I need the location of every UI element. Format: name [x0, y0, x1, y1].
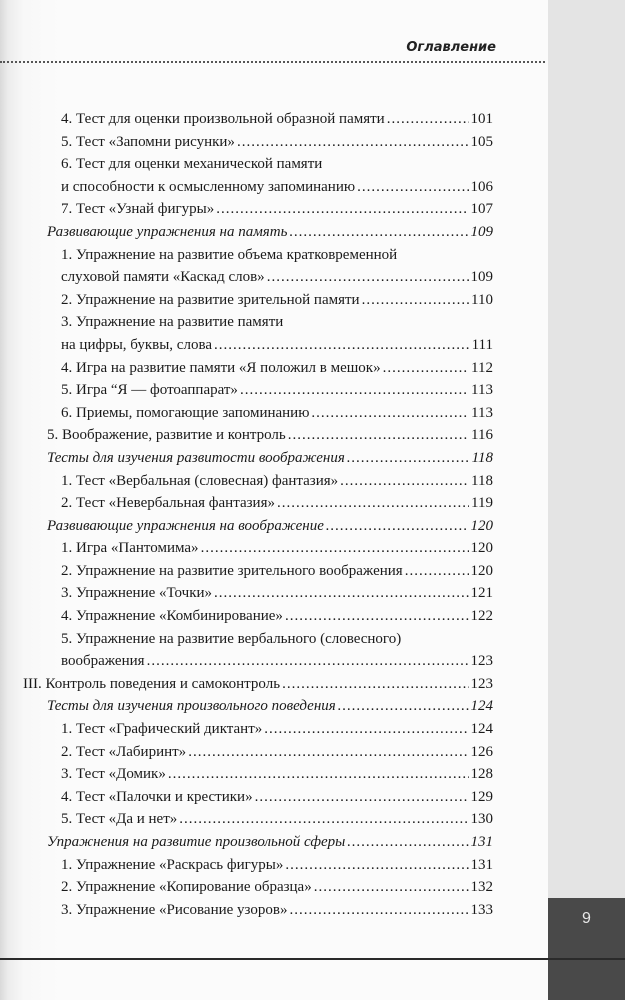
dot-leader — [289, 221, 468, 244]
toc-entry — [0, 357, 493, 380]
toc-page-number: 112 — [471, 359, 493, 376]
dot-leader — [237, 131, 469, 154]
toc-page-number: 107 — [470, 201, 493, 218]
toc-page-number: 133 — [470, 901, 493, 918]
dot-leader — [282, 673, 468, 696]
toc-entry-title: 5. Тест «Запомни рисунки» — [61, 133, 235, 150]
toc-entry — [0, 447, 493, 470]
toc-entry-title: 5. Воображение, развитие и контроль — [47, 427, 286, 444]
toc-entry — [0, 876, 493, 899]
toc-page-number: 111 — [471, 336, 493, 353]
dot-leader — [405, 560, 469, 583]
dot-leader — [347, 447, 470, 470]
toc-page-number: 120 — [470, 562, 493, 579]
toc-page-number: 131 — [470, 834, 493, 850]
toc-page-number: 110 — [471, 291, 493, 308]
toc-entry — [0, 628, 493, 673]
toc-entry — [0, 289, 493, 312]
toc-entry — [0, 470, 493, 493]
toc-entry-text: 6. Тест для оценки механической памяти — [61, 156, 323, 173]
toc-page-number: 113 — [471, 382, 493, 399]
toc-entry-title: Тесты для изучения развитости воображения — [47, 449, 345, 466]
toc-entry-title: 1. Тест «Вербальная (словесная) фантазия» — [61, 472, 339, 489]
toc-entry-title: слуховой памяти «Каскад слов» — [61, 269, 265, 286]
toc-entry-title: 5. Тест «Да и нет» — [61, 811, 178, 828]
toc-entry — [0, 718, 493, 741]
toc-page-number: 121 — [470, 585, 493, 602]
toc-entry-text: 3. Упражнение на развитие памяти — [61, 314, 284, 331]
toc-entry — [0, 899, 493, 922]
table-of-contents — [0, 108, 548, 921]
toc-entry — [0, 379, 493, 402]
toc-entry-title: 2. Тест «Лабиринт» — [61, 743, 187, 760]
dot-leader — [255, 786, 469, 809]
toc-entry — [0, 763, 493, 786]
toc-entry-title: Упражнения на развитие произвольной сферы — [47, 834, 346, 850]
toc-entry-title: Развивающие упражнения на воображение — [47, 517, 324, 534]
toc-entry-title: III. Контроль поведения и самоконтроль — [23, 675, 281, 692]
toc-page-number: 124 — [470, 698, 493, 715]
toc-entry-title: 6. Приемы, помогающие запоминанию — [61, 404, 310, 421]
dot-leader — [311, 402, 469, 425]
toc-page-number: 119 — [471, 495, 493, 512]
toc-page-number: 105 — [470, 133, 493, 150]
toc-page-number: 132 — [470, 879, 493, 896]
toc-entry — [0, 537, 493, 560]
toc-entry — [0, 311, 493, 356]
toc-entry — [0, 221, 493, 244]
dot-leader — [357, 176, 468, 199]
toc-page-number: 130 — [470, 811, 493, 828]
toc-entry — [0, 198, 493, 221]
toc-entry — [0, 108, 493, 131]
toc-entry — [0, 402, 493, 425]
toc-page-number: 118 — [471, 449, 493, 466]
dot-leader — [387, 108, 469, 131]
toc-page-number: 122 — [470, 608, 493, 625]
toc-entry-title: 3. Упражнение «Точки» — [61, 585, 213, 602]
toc-entry-title: 3. Упражнение «Рисование узоров» — [61, 901, 288, 918]
toc-entry — [0, 854, 493, 877]
page-edge-strip — [548, 0, 625, 1000]
toc-page-number: 128 — [470, 766, 493, 783]
dot-leader — [277, 492, 469, 515]
dot-leader — [168, 763, 469, 786]
toc-page-number: 129 — [470, 788, 493, 805]
toc-page-number: 120 — [470, 540, 493, 557]
toc-entry — [0, 424, 493, 447]
dot-leader — [383, 357, 469, 380]
toc-page-number: 109 — [470, 269, 493, 286]
toc-entry — [0, 831, 493, 854]
toc-entry — [0, 492, 493, 515]
toc-entry-title: 1. Упражнение «Раскрась фигуры» — [61, 856, 284, 873]
toc-entry-title: 4. Упражнение «Комбинирование» — [61, 608, 283, 625]
toc-entry-title: 1. Тест «Графический диктант» — [61, 721, 263, 738]
toc-page-number: 126 — [470, 743, 493, 760]
dot-leader — [285, 854, 468, 877]
toc-page-number: 120 — [470, 517, 493, 534]
toc-entry — [0, 244, 493, 289]
dot-leader — [362, 289, 469, 312]
dot-leader — [338, 695, 469, 718]
toc-page-number: 113 — [471, 404, 493, 421]
toc-entry-title: 2. Упражнение на развитие зрительного воображения — [61, 562, 403, 579]
toc-entry-title: Тесты для изучения произвольного поведения — [47, 698, 336, 715]
toc-entry — [0, 695, 493, 718]
dot-leader — [285, 605, 469, 628]
toc-entry — [0, 131, 493, 154]
toc-entry-title: воображения — [61, 653, 145, 670]
toc-entry — [0, 673, 493, 696]
toc-entry-title: 4. Игра на развитие памяти «Я положил в мешок» — [61, 359, 381, 376]
dot-leader — [264, 718, 468, 741]
dot-leader — [214, 582, 468, 605]
toc-entry — [0, 582, 493, 605]
toc-page-number: 106 — [470, 178, 493, 195]
toc-page-number: 131 — [470, 856, 493, 873]
toc-entry-text: 1. Упражнение на развитие объема кратковременной — [61, 246, 398, 263]
toc-page-number: 123 — [470, 675, 493, 692]
toc-entry-title: 2. Упражнение на развитие зрительной памяти — [61, 291, 360, 308]
toc-page-number: 124 — [470, 721, 493, 738]
running-head: Оглавление — [406, 40, 496, 55]
toc-entry — [0, 153, 493, 198]
dot-leader — [288, 424, 469, 447]
dot-leader — [201, 537, 469, 560]
toc-page-number: 109 — [470, 223, 493, 240]
footer-divider — [0, 958, 625, 960]
toc-entry — [0, 741, 493, 764]
dot-leader — [267, 266, 469, 289]
toc-entry-title: 4. Тест для оценки произвольной образной памяти — [61, 111, 385, 127]
dot-leader — [216, 198, 468, 221]
dot-leader — [188, 741, 468, 764]
toc-page-number: 101 — [470, 111, 493, 127]
dot-leader — [240, 379, 469, 402]
dot-leader — [179, 808, 468, 831]
toc-entry-title: 4. Тест «Палочки и крестики» — [61, 788, 253, 805]
toc-entry — [0, 560, 493, 583]
toc-page-number: 123 — [470, 653, 493, 670]
toc-entry-title: 5. Игра “Я — фотоаппарат» — [61, 382, 238, 399]
dot-leader — [147, 650, 469, 673]
dot-leader — [340, 470, 469, 493]
toc-entry-title: 2. Упражнение «Копирование образца» — [61, 879, 312, 896]
toc-entry-title: 7. Тест «Узнай фигуры» — [61, 201, 215, 218]
header-divider — [0, 61, 545, 63]
toc-page-number: 116 — [471, 427, 493, 444]
toc-entry-title: на цифры, буквы, слова — [61, 336, 212, 353]
toc-page-number: 118 — [471, 472, 493, 489]
toc-entry-title: 3. Тест «Домик» — [61, 766, 166, 783]
toc-entry — [0, 605, 493, 628]
toc-entry — [0, 515, 493, 538]
dot-leader — [214, 334, 470, 357]
toc-entry — [0, 808, 493, 831]
dot-leader — [326, 515, 469, 538]
dot-leader — [289, 899, 468, 922]
toc-entry-title: 1. Игра «Пантомима» — [61, 540, 199, 557]
toc-entry-title: Развивающие упражнения на память — [47, 223, 288, 240]
toc-entry — [0, 786, 493, 809]
toc-entry-text: 5. Упражнение на развитие вербального (словесного) — [61, 630, 402, 647]
page-number: 9 — [582, 910, 591, 927]
toc-entry-title: 2. Тест «Невербальная фантазия» — [61, 495, 275, 512]
dot-leader — [347, 831, 468, 854]
dot-leader — [314, 876, 469, 899]
toc-entry-title: и способности к осмысленному запоминанию — [61, 178, 356, 195]
